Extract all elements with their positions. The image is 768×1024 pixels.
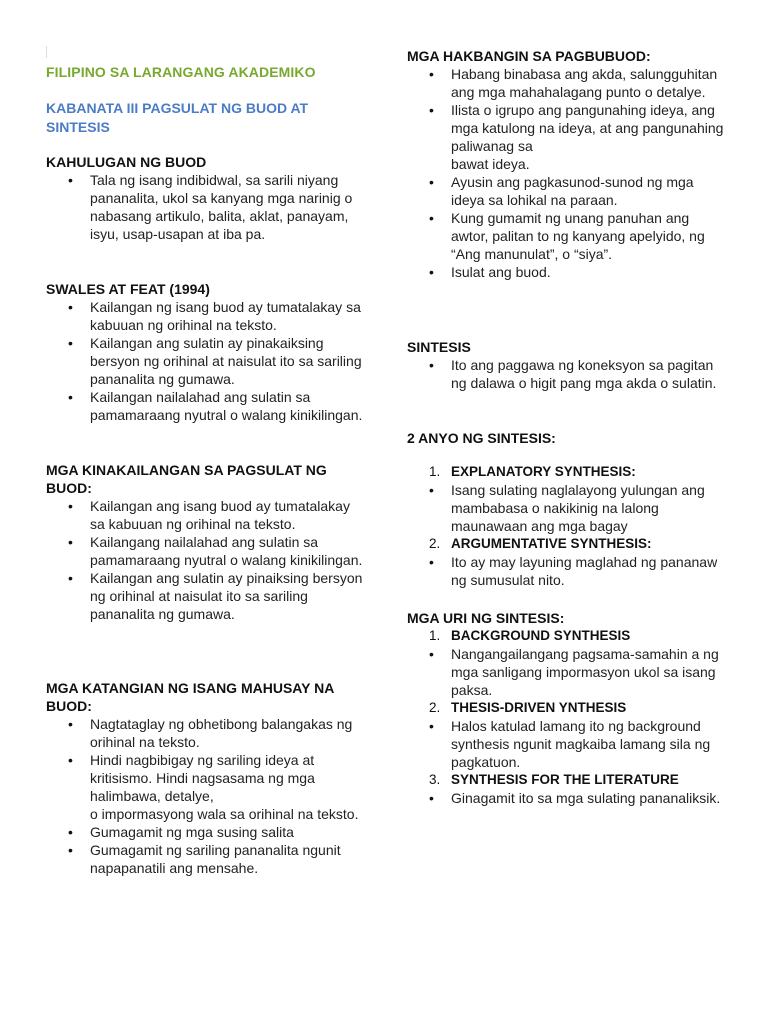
list-item: • Isang sulating naglalayong yulungan ang mambabasa o nakikinig na lalong maunawaan ang mga bagay (407, 481, 727, 535)
section-katangian (46, 679, 366, 877)
section-kahulugan (46, 153, 376, 243)
heading-hakbangin: MGA HAKBANGIN SA PAGBUBUOD: (407, 48, 651, 64)
list-item: • Ito ang paggawa ng koneksyon sa pagitan ng dalawa o higit pang mga akda o sulatin. (407, 356, 727, 392)
list-item: • Kailangang nailalahad ang sulatin sa pamamaraang nyutral o walang kinikilingan. (46, 533, 366, 569)
list-item: • Tala ng isang indibidwal, sa sarili niyang pananalita, ukol sa kanyang mga narinig o nabasang artikulo, balita, aklat, panayam, isyu, usap-usapan at iba pa. (46, 171, 376, 243)
heading-kahulugan: KAHULUGAN NG BUOD (46, 154, 207, 170)
cursor-mark (46, 46, 47, 58)
list-item: • Ginagamit ito sa mga sulating pananaliksik. (407, 789, 727, 807)
heading-katangian: MGA KATANGIAN NG ISANG MAHUSAY NA BUOD: (46, 680, 334, 714)
numbered-item: 2. THESIS-DRIVEN YNTHESIS (429, 700, 627, 715)
heading-kinakailangan: MGA KINAKAILANGAN SA PAGSULAT NG BUOD: (46, 462, 327, 496)
heading-swales: SWALES AT FEAT (1994) (46, 281, 210, 297)
list-item: • Ilista o igrupo ang pangunahing ideya, ang mga katulong na ideya, at ang pangunahing paliwanag sa bawat ideya. (407, 101, 727, 173)
heading-sintesis: SINTESIS (407, 339, 471, 355)
section-kinakailangan (46, 461, 366, 623)
chapter-title: KABANATA III PAGSULAT NG BUOD AT SINTESIS (46, 100, 309, 135)
numbered-item: 1. EXPLANATORY SYNTHESIS: (429, 464, 636, 479)
section-hakbangin (407, 47, 727, 281)
list-item: • Kailangan ang isang buod ay tumatalakay sa kabuuan ng orihinal na teksto. (46, 497, 366, 533)
list-item: • Halos katulad lamang ito ng background synthesis ngunit magkaiba lamang sila ng pagkatuon. (407, 717, 727, 771)
section-swales (46, 280, 376, 424)
numbered-item: 3. SYNTHESIS FOR THE LITERATURE (429, 772, 679, 787)
list-item: • Habang binabasa ang akda, salungguhitan ang mga mahahalagang punto o detalye. (407, 65, 727, 101)
list-item: • Gumagamit ng sariling pananalita ngunit napapanatili ang mensahe. (46, 841, 366, 877)
section-anyo (407, 429, 727, 589)
course-title: FILIPINO SA LARANGANG AKADEMIKO (46, 64, 316, 80)
list-item: • Kung gumamit ng unang panuhan ang awtor, palitan to ng kanyang apelyido, ng “Ang manunulat”, o “siya”. (407, 209, 727, 263)
list-item: • Hindi nagbibigay ng sariling ideya at kritisismo. Hindi nagsasama ng mga halimbawa, detalye, o impormasyong wala sa orihinal na teksto. (46, 751, 366, 823)
list-item: • Kailangan ng isang buod ay tumatalakay sa kabuuan ng orihinal na teksto. (46, 298, 376, 334)
section-sintesis (407, 338, 727, 392)
list-item: • Nangangailangang pagsama-samahin a ng mga sanligang impormasyon ukol sa isang paksa. (407, 645, 727, 699)
list-item: • Nagtataglay ng obhetibong balangakas ng orihinal na teksto. (46, 715, 366, 751)
list-item: • Kailangan ang sulatin ay pinaiksing bersyon ng orihinal at naisulat ito sa sariling pananalita ng gumawa. (46, 569, 366, 623)
section-uri (407, 609, 727, 807)
heading-anyo: 2 ANYO NG SINTESIS: (407, 430, 556, 446)
list-item: • Ayusin ang pagkasunod-sunod ng mga ideya sa lohikal na paraan. (407, 173, 727, 209)
list-item: • Kailangan ang sulatin ay pinakaiksing bersyon ng orihinal at naisulat ito sa sariling pananalita ng gumawa. (46, 334, 376, 388)
numbered-item: 1. BACKGROUND SYNTHESIS (429, 628, 631, 643)
heading-uri: MGA URI NG SINTESIS: (407, 610, 565, 626)
list-item: • Gumagamit ng mga susing salita (46, 823, 366, 841)
list-item: • Isulat ang buod. (407, 263, 727, 281)
list-item: • Kailangan nailalahad ang sulatin sa pamamaraang nyutral o walang kinikilingan. (46, 388, 376, 424)
list-item: • Ito ay may layuning maglahad ng pananaw ng sumusulat nito. (407, 553, 727, 589)
numbered-item: 2. ARGUMENTATIVE SYNTHESIS: (429, 536, 652, 551)
